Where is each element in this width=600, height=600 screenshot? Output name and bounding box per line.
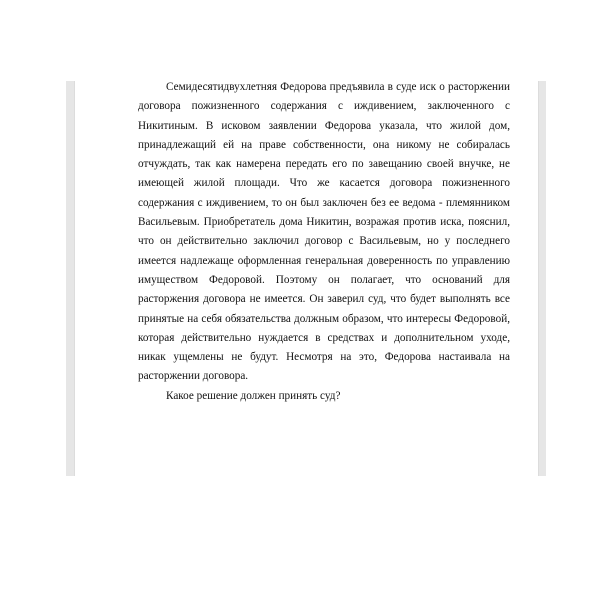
question-paragraph: Какое решение должен принять суд? (166, 389, 341, 402)
document-page (138, 78, 510, 406)
page-left-margin-bar (66, 81, 75, 476)
case-description-paragraph: Семидесятидвухлетняя Федорова предъявила в суде иск о расторжении договора пожизненного содержания с иждивением, заключенного с Никитиным. В исковом заявлении Федорова указала, что жилой дом, принадлежащий ей на праве собственности, она никому не собиралась отчуждать, так как намерена передать его по завещанию своей внучке, не имеющей жилой площади. Что же касается договора пожизненного содержания с иждивением, то он был заключен без ее ведома - племянником Васильевым. Приобретатель дома Никитин, возражая против иска, пояснил, что он действительно заключил договор с Васильевым, но у последнего имеется надлежаще оформленная генеральная доверенность по управлению имуществом Федоровой. Поэтому он полагает, что оснований для расторжения договора не имеется. Он заверил суд, что будет выполнять все принятые на себя обязательства должным образом, что интересы Федоровой, которая действительно нуждается в средствах и дополнительном уходе, никак ущемлены не будут. Несмотря на это, Федорова настаивала на расторжении договора. (138, 81, 510, 383)
page-right-margin-bar (538, 81, 546, 476)
